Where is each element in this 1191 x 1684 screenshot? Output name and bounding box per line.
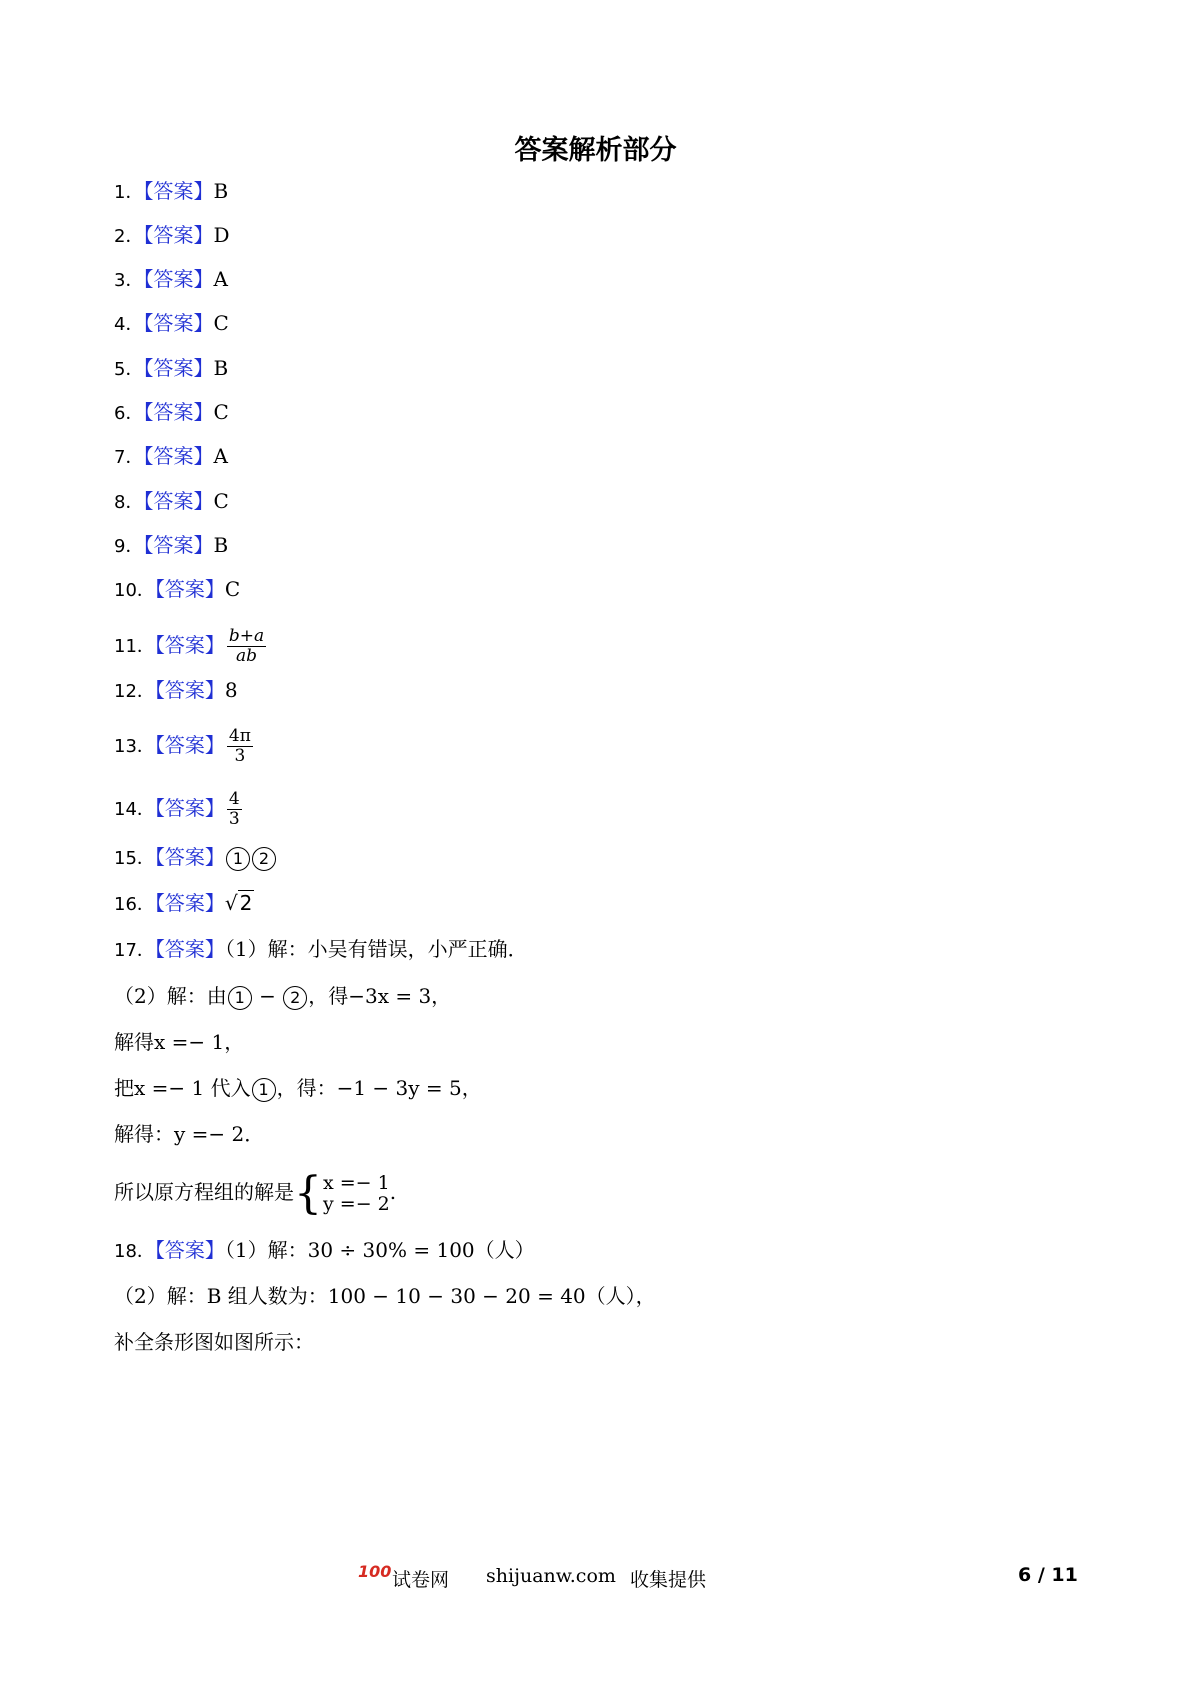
answer-tag: 【答案】 [143,267,214,291]
answer-4 [114,309,229,339]
answer-15 [114,843,277,873]
system-row: y =− 2 [323,1192,390,1215]
denominator: 3 [228,809,240,829]
denominator: ab [236,646,258,666]
fraction [227,627,266,666]
fraction [227,727,253,766]
answer-tag: 【答案】 [143,533,214,557]
answer-tag: 【答案】 [154,845,225,869]
answer-tag: 【答案】 [143,356,214,380]
solution-line [114,1328,314,1356]
solution-text: 所以原方程组的解是 [114,1180,294,1204]
question-number: 15． [114,848,155,869]
square-root [225,890,254,915]
question-number: 1． [114,182,144,203]
answer-tag: 【答案】 [154,733,225,757]
question-number: 17． [114,940,155,961]
answer-tag: 【答案】 [143,311,214,335]
question-number: 11． [114,636,155,657]
question-number: 7． [114,447,144,468]
answer-tag: 【答案】 [154,678,225,702]
solution-text: ，得：−1 − 3y = 5， [276,1076,482,1100]
question-number: 14． [114,799,155,820]
answer-7 [114,442,228,472]
answer-12 [114,676,238,706]
brace-icon: { [294,1167,322,1219]
sqrt-sign: √ [224,891,238,915]
question-number: 10． [114,580,155,601]
solution-part-1: （1）解：30 ÷ 30% = 100（人） [224,1238,535,1262]
radicand: 2 [239,891,253,915]
answer-value: A [213,444,228,468]
answer-value: C [213,489,229,513]
answer-tag: 【答案】 [143,444,214,468]
circled-number: 2 [252,847,276,871]
question-number: 18． [114,1241,155,1262]
circled-number: 2 [283,986,307,1010]
solution-line [114,1028,244,1056]
solution-text: 补全条形图如图所示： [114,1330,314,1354]
question-number: 3． [114,270,144,291]
solution-text: 解得x =− 1， [114,1030,245,1054]
answer-17 [114,935,528,965]
answer-value: D [213,223,230,247]
denominator: 3 [234,746,246,766]
answer-tag: 【答案】 [154,1238,225,1262]
equation-system [294,1167,390,1219]
question-number: 16． [114,894,155,915]
answer-tag: 【答案】 [154,937,225,961]
answer-tag: 【答案】 [143,489,214,513]
answer-tag: 【答案】 [143,179,214,203]
solution-line [114,1120,264,1148]
answer-tag: 【答案】 [143,400,214,424]
answer-5 [114,354,228,384]
answer-value: C [224,577,241,601]
circled-number: 1 [228,986,252,1010]
solution-text: 把x =− 1 代入 [114,1076,251,1100]
answer-tag: 【答案】 [154,891,225,915]
answer-tag: 【答案】 [154,633,225,657]
question-number: 4． [114,314,144,335]
solution-text: （2）解：B 组人数为：100 − 10 − 30 − 20 = 40（人）， [114,1284,656,1308]
answer-16 [114,889,254,919]
solution-line [114,982,451,1010]
solution-line [114,1074,482,1102]
question-number: 6． [114,403,144,424]
question-number: 12． [114,681,155,702]
answer-value: A [213,267,228,291]
answer-3 [114,265,228,295]
answer-tag: 【答案】 [154,796,225,820]
answer-value: B [213,179,229,203]
answer-2 [114,221,230,251]
answer-value: C [213,311,229,335]
question-number: 9． [114,536,144,557]
answer-value: 8 [224,678,238,702]
numerator: 4 [228,789,240,809]
answer-tag: 【答案】 [143,223,214,247]
answer-tag: 【答案】 [154,577,225,601]
page-title: 答案解析部分 [514,135,677,166]
question-number: 5． [114,359,144,380]
answer-value: B [213,533,229,557]
answer-14 [114,786,242,832]
solution-text: ，得−3x = 3， [308,984,452,1008]
footer-url: shijuanw.com [486,1565,616,1587]
solution-text: 解得：y =− 2． [114,1122,265,1146]
page-number: 6 / 11 [1018,1564,1078,1586]
question-number: 2． [114,226,144,247]
footer-site-name: 试卷网 [392,1569,450,1591]
answer-13 [114,723,253,769]
numerator: 4π [228,726,251,746]
solution-text: （2）解：由 [114,984,227,1008]
answer-value: B [213,356,229,380]
solution-line [114,1282,656,1310]
system-row: x =− 1 [323,1171,390,1194]
fraction [227,790,242,829]
circled-number: 1 [252,1078,276,1102]
minus-sign: − [252,984,283,1008]
solution-line [114,1167,397,1219]
answer-1 [114,177,228,207]
question-number: 13． [114,736,155,757]
answer-6 [114,398,229,428]
numerator: b+a [228,626,265,646]
answer-8 [114,487,229,517]
answer-11 [114,623,266,669]
answer-10 [114,575,240,605]
footer-provided: 收集提供 [630,1569,707,1591]
answer-18 [114,1236,535,1266]
answer-value: C [213,400,229,424]
question-number: 8． [114,492,144,513]
solution-text: . [389,1180,397,1204]
circled-number: 1 [226,847,250,871]
site-logo: 100 [358,1562,392,1581]
solution-part-1: （1）解：小吴有错误，小严正确． [224,937,528,961]
answer-9 [114,531,228,561]
